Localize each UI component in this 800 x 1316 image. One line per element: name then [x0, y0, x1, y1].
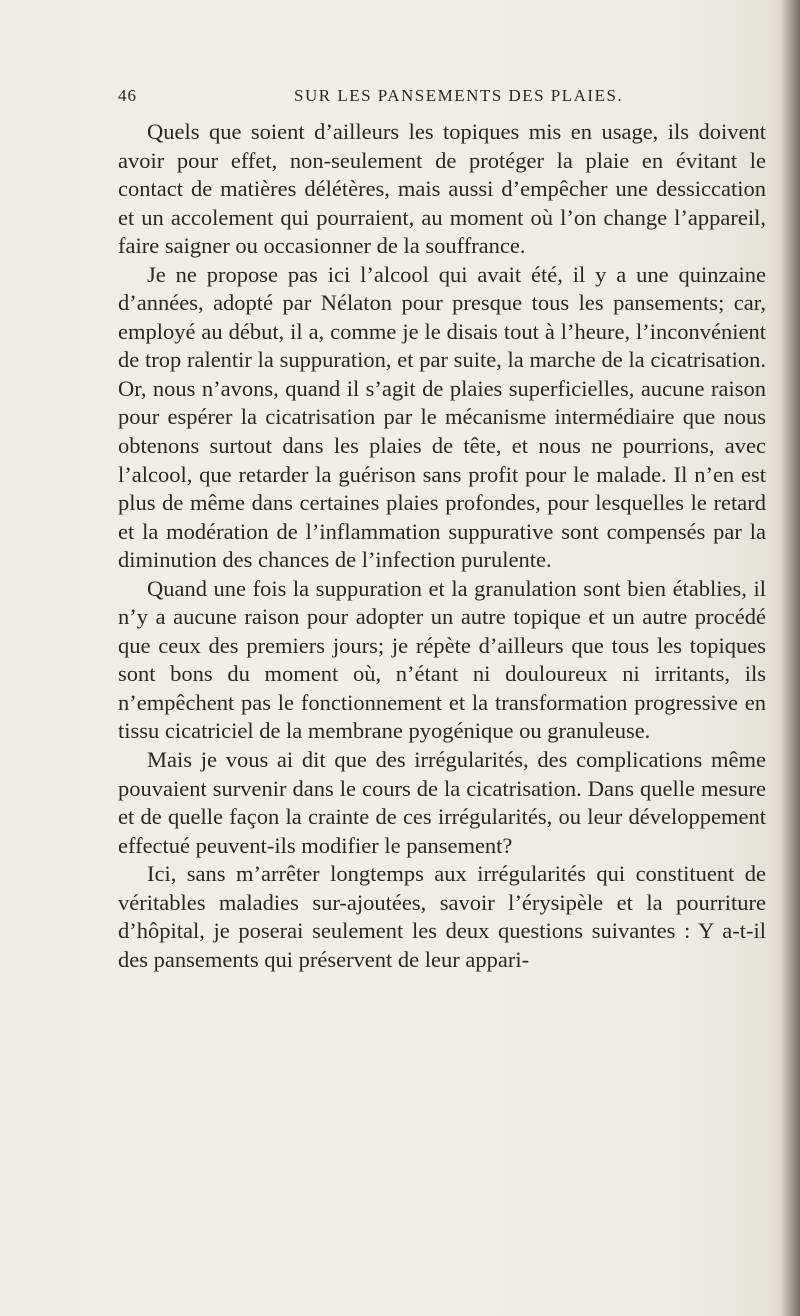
paragraph: Quels que soient d’ailleurs les topiques mis en usage, ils doivent avoir pour effet, non-seulement de protéger la plaie en évitant le contact de matières délétères, mais aussi d’empêcher une dessiccation et un accolement qui pourraient, au moment où l’on change l’appareil, faire saigner ou occasionner de la souffrance.	[118, 119, 766, 259]
running-title: SUR LES PANSEMENTS DES PLAIES.	[294, 86, 624, 105]
paragraph: Je ne propose pas ici l’alcool qui avait été, il y a une quinzaine d’années, adopté par Nélaton pour presque tous les pansements; car, employé au début, il a, comme je le disais tout à l’heure, l’inconvénient de trop ralentir la suppuration, et par suite, la marche de la cicatrisation. Or, nous n’avons, quand il s’agit de plaies superficielles, aucune raison pour espérer la cicatrisation par le mécanisme intermédiaire que nous obtenons surtout dans les plaies de tête, et nous ne pourrions, avec l’alcool, que retarder la guérison sans profit pour le malade. Il n’en est plus de même dans certaines plaies profondes, pour lesquelles le retard et la modération de l’inflammation suppurative sont compensés par la diminution des chances de l’infection purulente.	[118, 261, 766, 573]
book-spine-shadow	[780, 0, 800, 1316]
body-text	[118, 118, 766, 974]
paragraph: Ici, sans m’arrêter longtemps aux irrégularités qui constituent de véritables maladies sur-ajoutées, savoir l’érysipèle et la pourriture d’hôpital, je poserai seulement les deux questions suivantes : Y a-t-il des pansements qui préservent de leur appari-	[118, 861, 766, 972]
paragraph: Quand une fois la suppuration et la granulation sont bien établies, il n’y a aucune raison pour adopter un autre topique et un autre procédé que ceux des premiers jours; je répète d’ailleurs que tous les topiques sont bons du moment où, n’étant ni douloureux ni irritants, ils n’empêchent pas le fonctionnement et la transformation progressive en tissu cicatriciel de la membrane pyogénique ou granuleuse.	[118, 575, 766, 744]
page-header	[118, 86, 766, 114]
page-number: 46	[118, 86, 137, 105]
paragraph: Mais je vous ai dit que des irrégularités, des complications même pouvaient survenir dans le cours de la cicatrisation. Dans quelle mesure et de quelle façon la crainte de ces irrégularités, ou leur développement effectué peuvent-ils modifier le pansement?	[118, 747, 766, 858]
